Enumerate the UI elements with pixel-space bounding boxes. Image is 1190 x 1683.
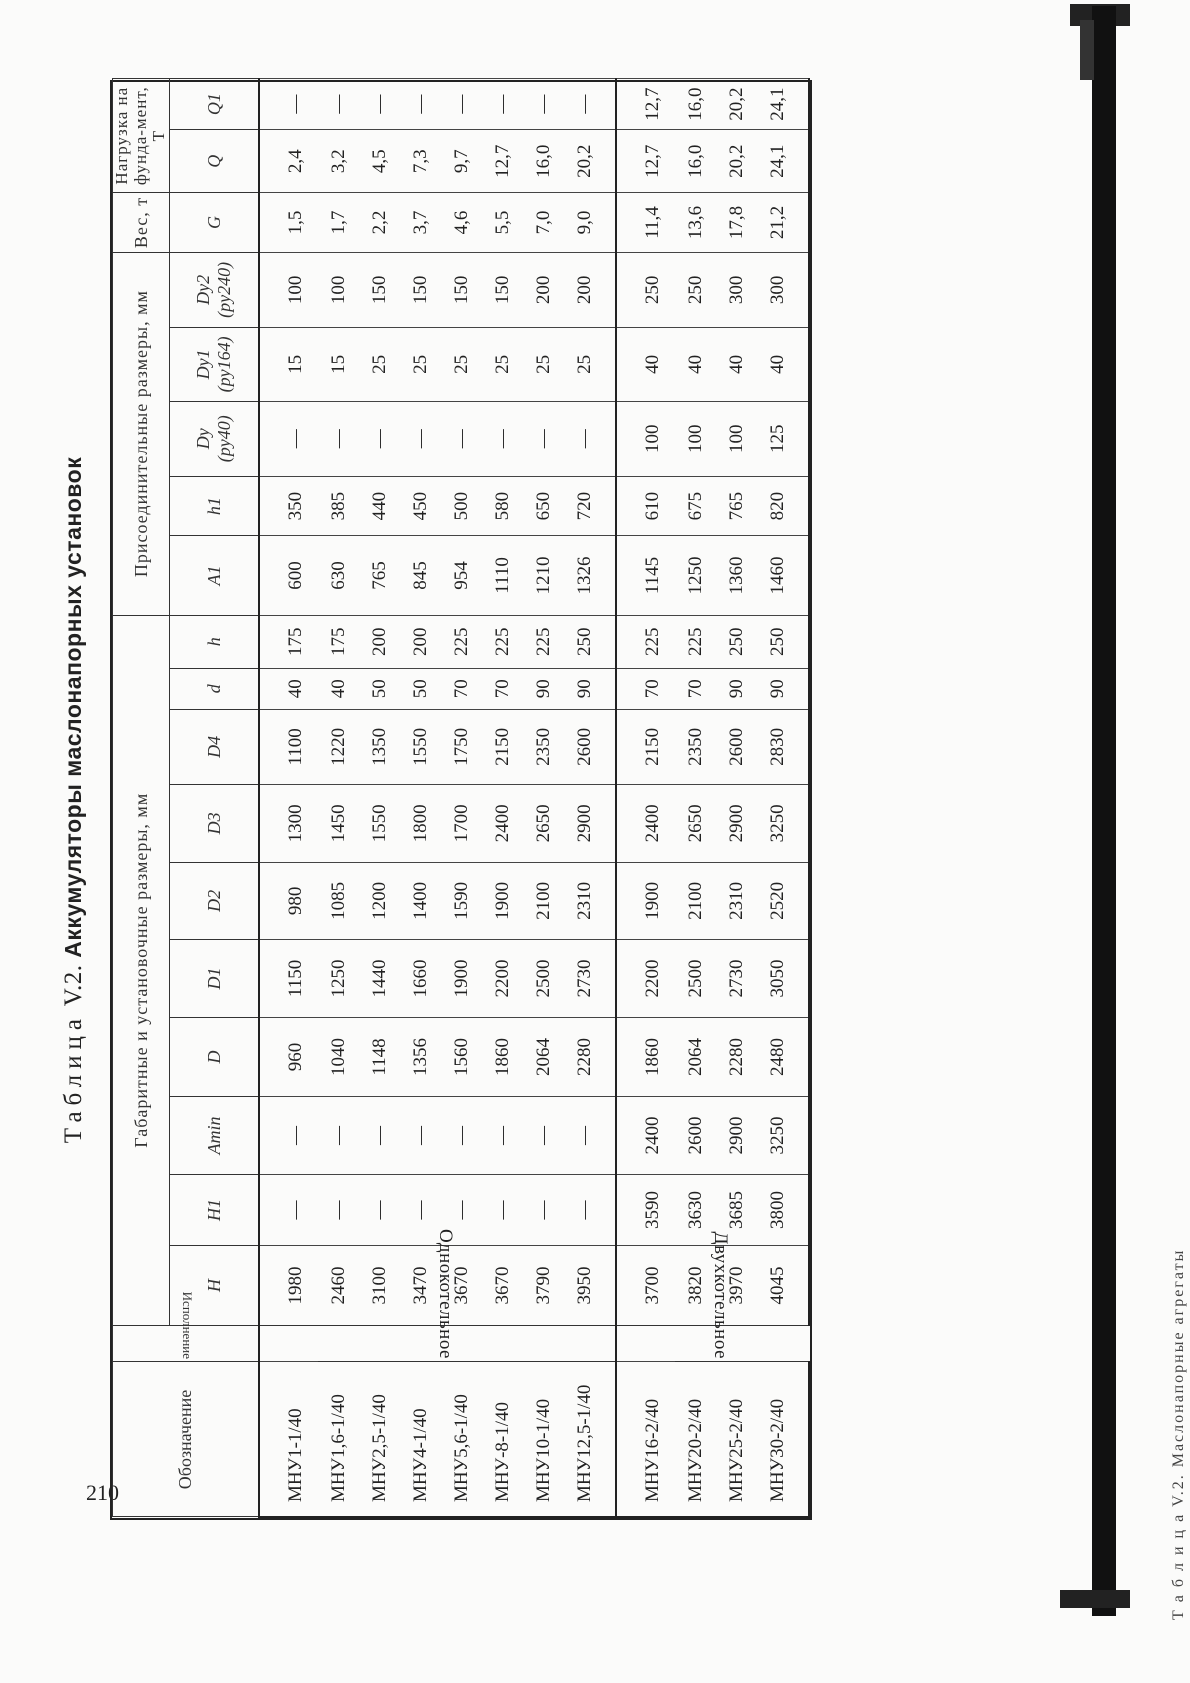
col-D4: D4 [170, 709, 260, 784]
cell-D2: 1085 [318, 862, 359, 940]
cell-h: 175 [259, 615, 318, 668]
cell-Q: 12,7 [616, 130, 675, 193]
cell-H1: — [259, 1174, 318, 1245]
caption-lead: Таблица [60, 1013, 87, 1144]
cell-G: 5,5 [482, 193, 523, 252]
cell-Dy: 100 [675, 401, 716, 476]
cell-Amin: — [441, 1097, 482, 1175]
execution-label: Двухкотельное [710, 1231, 732, 1360]
cell-Dy2: 200 [523, 252, 564, 328]
cell-Dy2: 150 [400, 252, 441, 328]
cell-d: 50 [400, 668, 441, 709]
col-Amin: Amin [170, 1097, 260, 1175]
cell-H1: — [564, 1174, 616, 1245]
cell-D3: 3250 [757, 785, 809, 863]
cell-D2: 1590 [441, 862, 482, 940]
col-G: G [170, 193, 260, 252]
cell-Dy1: 25 [400, 328, 441, 401]
cell-d: 90 [564, 668, 616, 709]
cell-D1: 2500 [675, 940, 716, 1018]
cell-G: 2,2 [359, 193, 400, 252]
cell-D4: 2350 [675, 709, 716, 784]
cell-Dy1: 15 [318, 328, 359, 401]
caption-title: Аккумуляторы маслонапорных установок [60, 456, 86, 958]
table-row [616, 79, 675, 1518]
cell-Q: 20,2 [716, 130, 757, 193]
cell-D: 2480 [757, 1017, 809, 1097]
page-number: 210 [86, 1480, 119, 1505]
cell-Q: 12,7 [482, 130, 523, 193]
cell-H: 3950 [564, 1246, 616, 1326]
cell-h: 225 [675, 615, 716, 668]
scan-edge-bar [1092, 6, 1116, 1616]
cell-D1: 3050 [757, 940, 809, 1018]
row-designation: МНУ25-2/40 [716, 1362, 757, 1517]
table-row [359, 79, 400, 1518]
cell-A1: 1110 [482, 536, 523, 616]
table-row [259, 79, 318, 1518]
cell-H1: — [441, 1174, 482, 1245]
cell-H: 3670 [441, 1246, 482, 1326]
cell-Amin: — [482, 1097, 523, 1175]
cell-D3: 2900 [716, 785, 757, 863]
cell-D4: 1550 [400, 709, 441, 784]
row-designation: МНУ20-2/40 [675, 1362, 716, 1517]
cell-H: 1980 [259, 1246, 318, 1326]
cell-D4: 2600 [716, 709, 757, 784]
cell-Q: 2,4 [259, 130, 318, 193]
cell-Q: 4,5 [359, 130, 400, 193]
next-table-caption: Т а б л и ц а V.2. Маслонапорные агрегаты [1170, 1248, 1187, 1620]
cell-H1: 3630 [675, 1174, 716, 1245]
cell-D1: 1900 [441, 940, 482, 1018]
cell-D1: 2730 [564, 940, 616, 1018]
cell-D3: 1800 [400, 785, 441, 863]
cell-d: 40 [259, 668, 318, 709]
cell-H: 3790 [523, 1246, 564, 1326]
col-Q1: Q1 [170, 79, 260, 130]
cell-Dy: — [523, 401, 564, 476]
cell-G: 13,6 [675, 193, 716, 252]
cell-H: 3970 [716, 1246, 757, 1326]
cell-h1: 610 [616, 477, 675, 536]
scan-edge-bottom [1060, 1590, 1130, 1608]
cell-h: 200 [400, 615, 441, 668]
cell-d: 70 [616, 668, 675, 709]
cell-Dy: 100 [716, 401, 757, 476]
cell-H1: — [523, 1174, 564, 1245]
cell-Q1: — [259, 79, 318, 130]
cell-Q1: 12,7 [616, 79, 675, 130]
cell-Q: 20,2 [564, 130, 616, 193]
cell-Dy1: 25 [523, 328, 564, 401]
cell-Dy: — [259, 401, 318, 476]
cell-Q1: — [482, 79, 523, 130]
cell-G: 1,7 [318, 193, 359, 252]
cell-D4: 2350 [523, 709, 564, 784]
cell-h1: 440 [359, 477, 400, 536]
cell-D4: 1220 [318, 709, 359, 784]
cell-h1: 720 [564, 477, 616, 536]
cell-Dy: — [400, 401, 441, 476]
cell-Dy: — [318, 401, 359, 476]
cell-D1: 2200 [616, 940, 675, 1018]
cell-Amin: 3250 [757, 1097, 809, 1175]
cell-Dy: — [482, 401, 523, 476]
cell-Q: 9,7 [441, 130, 482, 193]
row-designation: МНУ1-1/40 [259, 1362, 318, 1517]
cell-H1: 3685 [716, 1174, 757, 1245]
cell-h1: 820 [757, 477, 809, 536]
cell-d: 90 [757, 668, 809, 709]
cell-Dy: — [441, 401, 482, 476]
cell-h: 200 [359, 615, 400, 668]
header-group-row [113, 79, 170, 1518]
cell-G: 21,2 [757, 193, 809, 252]
cell-A1: 845 [400, 536, 441, 616]
cell-Dy1: 40 [716, 328, 757, 401]
cell-Q1: 16,0 [675, 79, 716, 130]
cell-Q1: — [564, 79, 616, 130]
cell-D3: 1300 [259, 785, 318, 863]
cell-Dy: 100 [616, 401, 675, 476]
cell-Q: 16,0 [675, 130, 716, 193]
cell-D2: 1900 [616, 862, 675, 940]
cell-D4: 1100 [259, 709, 318, 784]
cell-Dy1: 25 [564, 328, 616, 401]
col-D: D [170, 1017, 260, 1097]
cell-D: 960 [259, 1017, 318, 1097]
cell-D3: 1550 [359, 785, 400, 863]
col-Dy2: Dy2 (py240) [170, 252, 260, 328]
cell-Dy2: 150 [359, 252, 400, 328]
cell-Dy: — [359, 401, 400, 476]
cell-H: 3670 [482, 1246, 523, 1326]
cell-Amin: — [564, 1097, 616, 1175]
row-designation: МНУ30-2/40 [757, 1362, 809, 1517]
table-caption [60, 80, 88, 1520]
col-Q: Q [170, 130, 260, 193]
cell-H: 3820 [675, 1246, 716, 1326]
cell-Dy2: 200 [564, 252, 616, 328]
col-d: d [170, 668, 260, 709]
cell-h: 225 [616, 615, 675, 668]
cell-Q: 16,0 [523, 130, 564, 193]
cell-Amin: — [318, 1097, 359, 1175]
cell-D: 1356 [400, 1017, 441, 1097]
cell-H1: — [400, 1174, 441, 1245]
cell-A1: 1360 [716, 536, 757, 616]
table-row [757, 79, 809, 1518]
cell-Q1: — [318, 79, 359, 130]
cell-Amin: 2600 [675, 1097, 716, 1175]
cell-D4: 1350 [359, 709, 400, 784]
table-frame [110, 80, 812, 1520]
cell-Q: 24,1 [757, 130, 809, 193]
cell-H1: — [318, 1174, 359, 1245]
row-designation: МНУ16-2/40 [616, 1362, 675, 1517]
cell-D2: 2520 [757, 862, 809, 940]
col-h1: h1 [170, 477, 260, 536]
cell-Dy2: 150 [441, 252, 482, 328]
cell-D1: 1150 [259, 940, 318, 1018]
cell-H: 3700 [616, 1246, 675, 1326]
cell-Dy1: 40 [675, 328, 716, 401]
col-h: h [170, 615, 260, 668]
cell-Dy2: 150 [482, 252, 523, 328]
cell-h: 225 [523, 615, 564, 668]
cell-Amin: — [400, 1097, 441, 1175]
cell-Q1: 20,2 [716, 79, 757, 130]
cell-D3: 2900 [564, 785, 616, 863]
cell-A1: 1250 [675, 536, 716, 616]
cell-D3: 1700 [441, 785, 482, 863]
cell-D4: 2150 [482, 709, 523, 784]
cell-Dy2: 250 [616, 252, 675, 328]
cell-A1: 600 [259, 536, 318, 616]
cell-d: 90 [716, 668, 757, 709]
row-designation: МНУ5,6-1/40 [441, 1362, 482, 1517]
cell-d: 70 [675, 668, 716, 709]
cell-d: 70 [441, 668, 482, 709]
cell-h1: 385 [318, 477, 359, 536]
cell-D4: 2830 [757, 709, 809, 784]
cell-Q1: 24,1 [757, 79, 809, 130]
cell-A1: 954 [441, 536, 482, 616]
cell-D: 1040 [318, 1017, 359, 1097]
cell-H: 2460 [318, 1246, 359, 1326]
cell-H: 4045 [757, 1246, 809, 1326]
cell-D: 2280 [716, 1017, 757, 1097]
caption-number: V.2. [60, 964, 87, 1007]
cell-D2: 1400 [400, 862, 441, 940]
cell-D2: 1200 [359, 862, 400, 940]
col-H: H [170, 1246, 260, 1326]
cell-D1: 2730 [716, 940, 757, 1018]
foundation-load-header: Нагрузка на фунда-мент, Т [113, 79, 170, 193]
cell-D: 2064 [523, 1017, 564, 1097]
cell-G: 11,4 [616, 193, 675, 252]
overall-dimensions-header: Габаритные и установочные размеры, мм [113, 615, 170, 1325]
execution-header-text: Исполнение [180, 1292, 196, 1360]
cell-G: 1,5 [259, 193, 318, 252]
cell-h: 250 [757, 615, 809, 668]
col-H1: H1 [170, 1174, 260, 1245]
cell-D: 2064 [675, 1017, 716, 1097]
row-designation: МНУ12,5-1/40 [564, 1362, 616, 1517]
cell-D4: 2600 [564, 709, 616, 784]
cell-D2: 2100 [675, 862, 716, 940]
cell-h: 225 [441, 615, 482, 668]
cell-H: 3100 [359, 1246, 400, 1326]
cell-d: 50 [359, 668, 400, 709]
execution-header [113, 1292, 260, 1362]
cell-H1: — [359, 1174, 400, 1245]
table-row [523, 79, 564, 1518]
cell-h1: 765 [716, 477, 757, 536]
cell-Dy2: 300 [716, 252, 757, 328]
cell-d: 40 [318, 668, 359, 709]
cell-h: 250 [564, 615, 616, 668]
cell-D2: 2310 [564, 862, 616, 940]
cell-D: 1560 [441, 1017, 482, 1097]
row-designation: МНУ10-1/40 [523, 1362, 564, 1517]
cell-Amin: 2900 [716, 1097, 757, 1175]
cell-A1: 1326 [564, 536, 616, 616]
cell-G: 4,6 [441, 193, 482, 252]
cell-h: 175 [318, 615, 359, 668]
cell-Q1: — [359, 79, 400, 130]
row-designation: МНУ2,5-1/40 [359, 1362, 400, 1517]
cell-A1: 1460 [757, 536, 809, 616]
cell-D1: 1250 [318, 940, 359, 1018]
cell-Dy1: 40 [757, 328, 809, 401]
cell-Dy: — [564, 401, 616, 476]
execution-label: Однокотельное [434, 1229, 456, 1360]
designation-header: Обозначение [113, 1362, 260, 1517]
cell-Amin: — [523, 1097, 564, 1175]
cell-h: 250 [716, 615, 757, 668]
cell-D3: 2650 [675, 785, 716, 863]
cell-D3: 2400 [482, 785, 523, 863]
cell-D4: 1750 [441, 709, 482, 784]
cell-H1: 3590 [616, 1174, 675, 1245]
cell-Dy1: 25 [482, 328, 523, 401]
cell-D: 2280 [564, 1017, 616, 1097]
cell-Dy1: 25 [359, 328, 400, 401]
cell-A1: 630 [318, 536, 359, 616]
cell-D3: 1450 [318, 785, 359, 863]
cell-d: 70 [482, 668, 523, 709]
col-Dy1: Dy1 (py164) [170, 328, 260, 401]
col-Dy: Dy (py40) [170, 401, 260, 476]
cell-Amin: 2400 [616, 1097, 675, 1175]
cell-D: 1860 [616, 1017, 675, 1097]
cell-h: 225 [482, 615, 523, 668]
table-row [482, 79, 523, 1518]
cell-Dy1: 25 [441, 328, 482, 401]
cell-D1: 1660 [400, 940, 441, 1018]
cell-Dy2: 250 [675, 252, 716, 328]
cell-h1: 650 [523, 477, 564, 536]
cell-Dy2: 100 [318, 252, 359, 328]
cell-h1: 450 [400, 477, 441, 536]
cell-D1: 2200 [482, 940, 523, 1018]
cell-D2: 2310 [716, 862, 757, 940]
col-A1: A1 [170, 536, 260, 616]
cell-h1: 580 [482, 477, 523, 536]
cell-d: 90 [523, 668, 564, 709]
table-row [318, 79, 359, 1518]
cell-H: 3470 [400, 1246, 441, 1326]
cell-D: 1860 [482, 1017, 523, 1097]
col-D3: D3 [170, 785, 260, 863]
cell-D2: 980 [259, 862, 318, 940]
cell-G: 17,8 [716, 193, 757, 252]
cell-Amin: — [259, 1097, 318, 1175]
col-D2: D2 [170, 862, 260, 940]
cell-D: 1148 [359, 1017, 400, 1097]
table-row [564, 79, 616, 1518]
cell-A1: 1210 [523, 536, 564, 616]
scan-edge-shadow [1080, 20, 1094, 80]
cell-Dy1: 15 [259, 328, 318, 401]
cell-D1: 2500 [523, 940, 564, 1018]
cell-h1: 500 [441, 477, 482, 536]
cell-D1: 1440 [359, 940, 400, 1018]
accumulators-table [112, 78, 810, 1518]
row-designation: МНУ1,6-1/40 [318, 1362, 359, 1517]
cell-H1: — [482, 1174, 523, 1245]
weight-header: Вес, т [113, 193, 170, 252]
cell-Dy1: 40 [616, 328, 675, 401]
cell-D4: 2150 [616, 709, 675, 784]
cell-h1: 350 [259, 477, 318, 536]
row-designation: МНУ-8-1/40 [482, 1362, 523, 1517]
cell-Dy2: 300 [757, 252, 809, 328]
cell-D2: 2100 [523, 862, 564, 940]
cell-A1: 1145 [616, 536, 675, 616]
cell-Q1: — [400, 79, 441, 130]
cell-Dy: 125 [757, 401, 809, 476]
cell-A1: 765 [359, 536, 400, 616]
table-body [259, 79, 809, 1518]
cell-G: 7,0 [523, 193, 564, 252]
connection-dimensions-header: Присоединительные размеры, мм [113, 252, 170, 615]
cell-D3: 2400 [616, 785, 675, 863]
cell-D2: 1900 [482, 862, 523, 940]
cell-h1: 675 [675, 477, 716, 536]
cell-Amin: — [359, 1097, 400, 1175]
cell-G: 3,7 [400, 193, 441, 252]
rotated-table-block [60, 80, 812, 1520]
col-D1: D1 [170, 940, 260, 1018]
row-designation: МНУ4-1/40 [400, 1362, 441, 1517]
cell-G: 9,0 [564, 193, 616, 252]
cell-Q: 7,3 [400, 130, 441, 193]
cell-H1: 3800 [757, 1174, 809, 1245]
cell-Dy2: 100 [259, 252, 318, 328]
cell-Q: 3,2 [318, 130, 359, 193]
cell-Q1: — [523, 79, 564, 130]
cell-D3: 2650 [523, 785, 564, 863]
cell-Q1: — [441, 79, 482, 130]
